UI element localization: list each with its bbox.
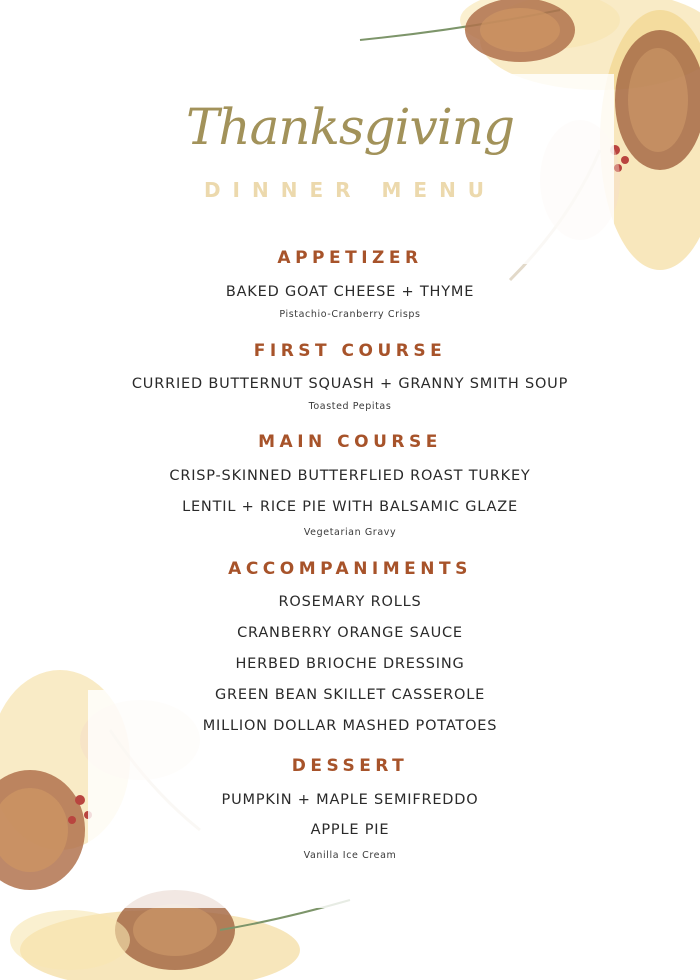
section-heading-accompaniments: ACCOMPANIMENTS xyxy=(228,559,472,579)
dish-note: Pistachio-Cranberry Crisps xyxy=(279,309,421,320)
dish-item: CRISP-SKINNED BUTTERFLIED ROAST TURKEY xyxy=(169,468,531,484)
dish-note: Vanilla Ice Cream xyxy=(303,850,397,861)
section-heading-dessert: DESSERT xyxy=(291,756,409,776)
dish-item: MILLION DOLLAR MASHED POTATOES xyxy=(202,718,498,734)
dish-item: CRANBERRY ORANGE SAUCE xyxy=(237,625,463,641)
dish-item: GREEN BEAN SKILLET CASSEROLE xyxy=(214,687,486,703)
menu-subtitle: DINNER MENU xyxy=(203,178,497,202)
menu-title: Thanksgiving xyxy=(186,98,514,156)
dish-item: BAKED GOAT CHEESE + THYME xyxy=(225,284,475,300)
dish-item: HERBED BRIOCHE DRESSING xyxy=(235,656,465,672)
dish-note: Vegetarian Gravy xyxy=(303,527,397,538)
dish-item: PUMPKIN + MAPLE SEMIFREDDO xyxy=(221,792,479,808)
dish-item: LENTIL + RICE PIE WITH BALSAMIC GLAZE xyxy=(182,499,518,515)
dish-item: CURRIED BUTTERNUT SQUASH + GRANNY SMITH SOUP xyxy=(131,376,569,392)
dish-note: Toasted Pepitas xyxy=(308,401,392,412)
section-heading-appetizer: APPETIZER xyxy=(277,248,423,268)
dish-item: APPLE PIE xyxy=(310,822,390,838)
section-heading-main-course: MAIN COURSE xyxy=(258,432,442,452)
dish-item: ROSEMARY ROLLS xyxy=(278,594,422,610)
section-heading-first-course: FIRST COURSE xyxy=(253,341,447,361)
